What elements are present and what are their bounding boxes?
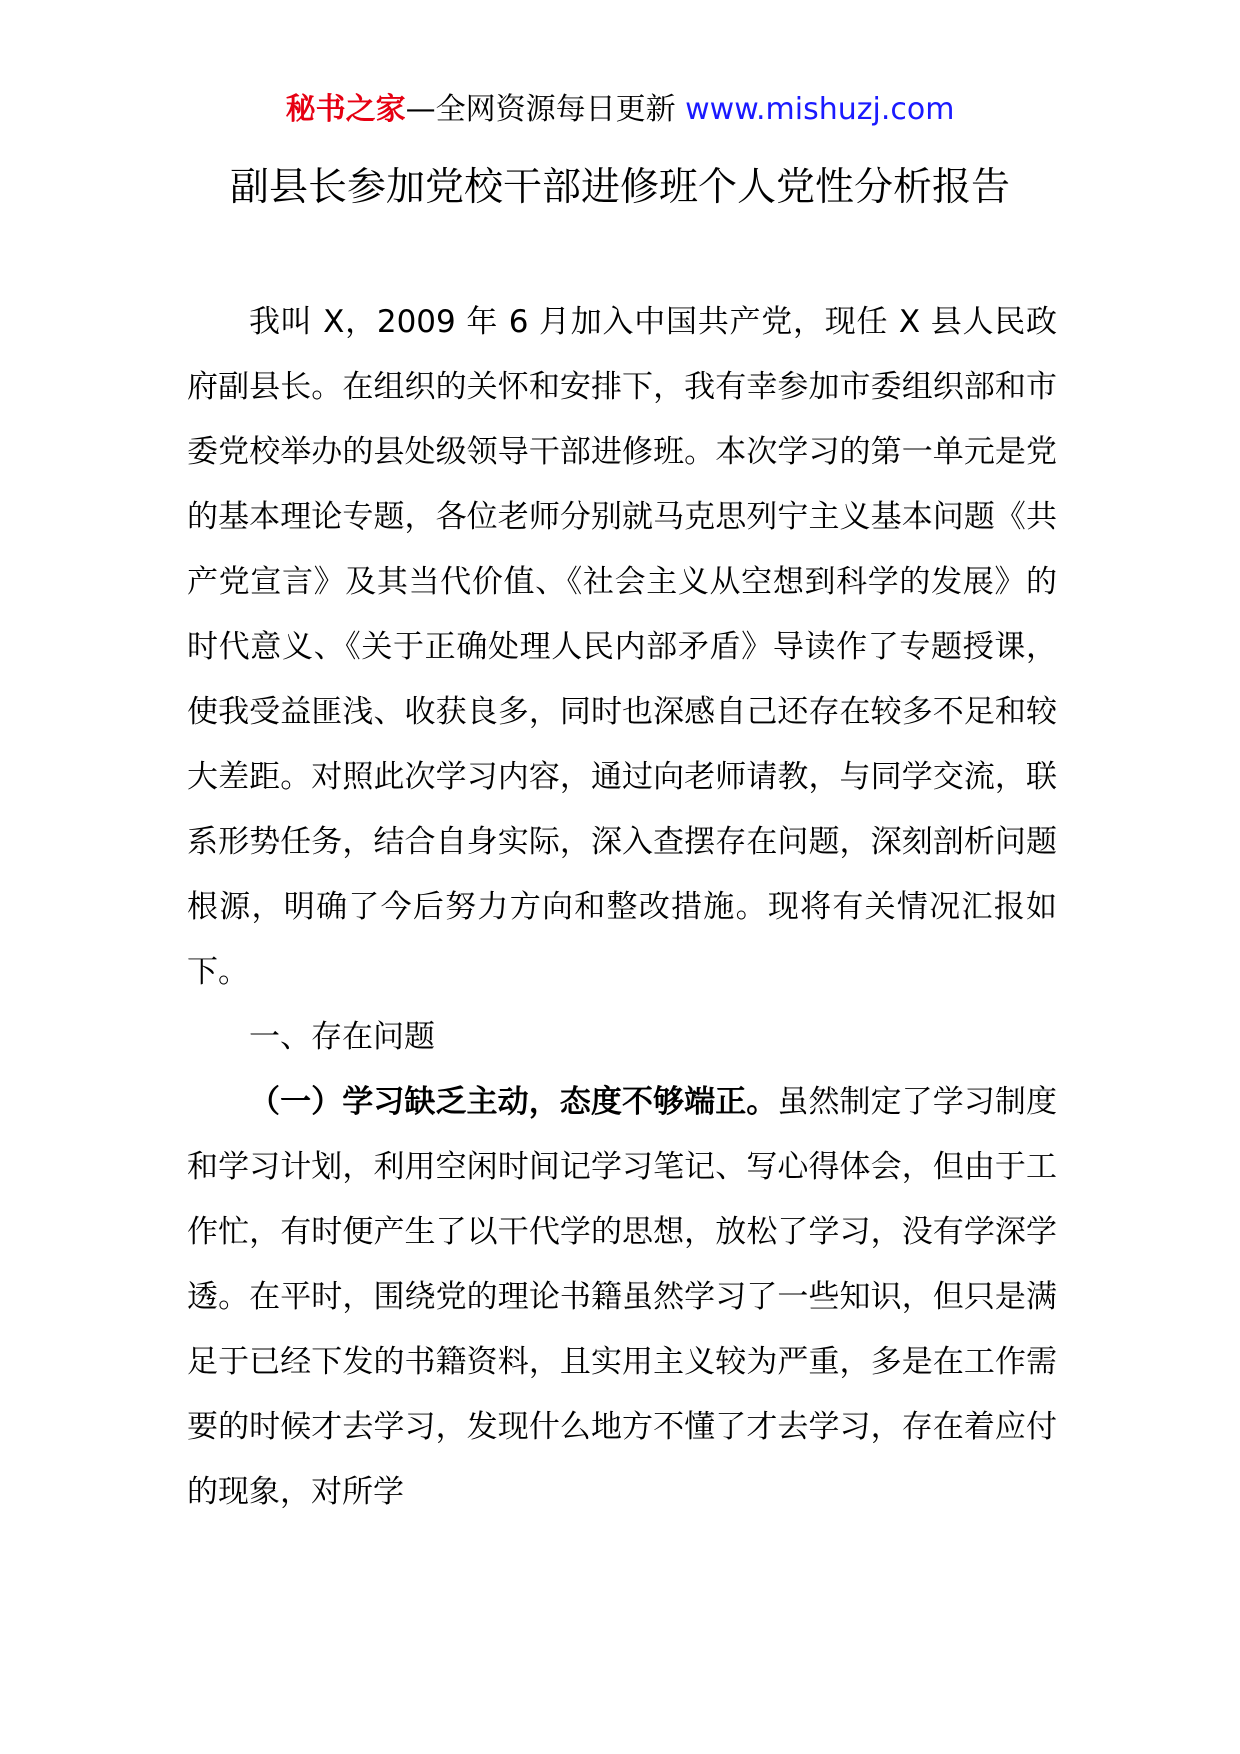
section-one-text: 虽然制定了学习制度和学习计划，利用空闲时间记学习笔记、写心得体会，但由于工作忙，有时便产生了以干代学的思想，放松了学习，没有学深学透。在平时，围绕党的理论书籍虽然学习了一些知识，但只是满足于已经下发的书籍资料，且实用主义较为严重，多是在工作需要的时候才去学习，发现什么地方不懂了才去学习，存在着应付的现象，对所学 (187, 1084, 1057, 1510)
site-header (0, 88, 1240, 132)
document-title: 副县长参加党校干部进修班个人党性分析报告 (229, 165, 1010, 210)
header-tagline: —全网资源每日更新 (405, 92, 686, 127)
brand-name: 秘书之家 (285, 92, 406, 127)
section-one-paragraph (187, 1070, 1057, 1525)
intro-paragraph: 我叫 X，2009 年 6 月加入中国共产党，现任 X 县人民政府副县长。在组织的关怀和安排下，我有幸参加市委组织部和市委党校举办的县处级领导干部进修班。本次学习的第一单元是党的基本理论专题，各位老师分别就马克思列宁主义基本问题《共产党宣言》及其当代价值、《社会主义从空想到科学的发展》的时代意义、《关于正确处理人民内部矛盾》导读作了专题授课，使我受益匪浅、收获良多，同时也深感自己还存在较多不足和较大差距。对照此次学习内容，通过向老师请教，与同学交流，联系形势任务，结合自身实际，深入查摆存在问题，深刻剖析问题根源，明确了今后努力方向和整改措施。现将有关情况汇报如下。 (187, 304, 1057, 990)
section-heading: 一、存在问题 (249, 1019, 435, 1055)
document-body (187, 290, 1057, 1525)
section-one-lead: （一）学习缺乏主动，态度不够端正。 (249, 1084, 778, 1120)
header-url[interactable]: www.mishuzj.com (685, 92, 955, 127)
